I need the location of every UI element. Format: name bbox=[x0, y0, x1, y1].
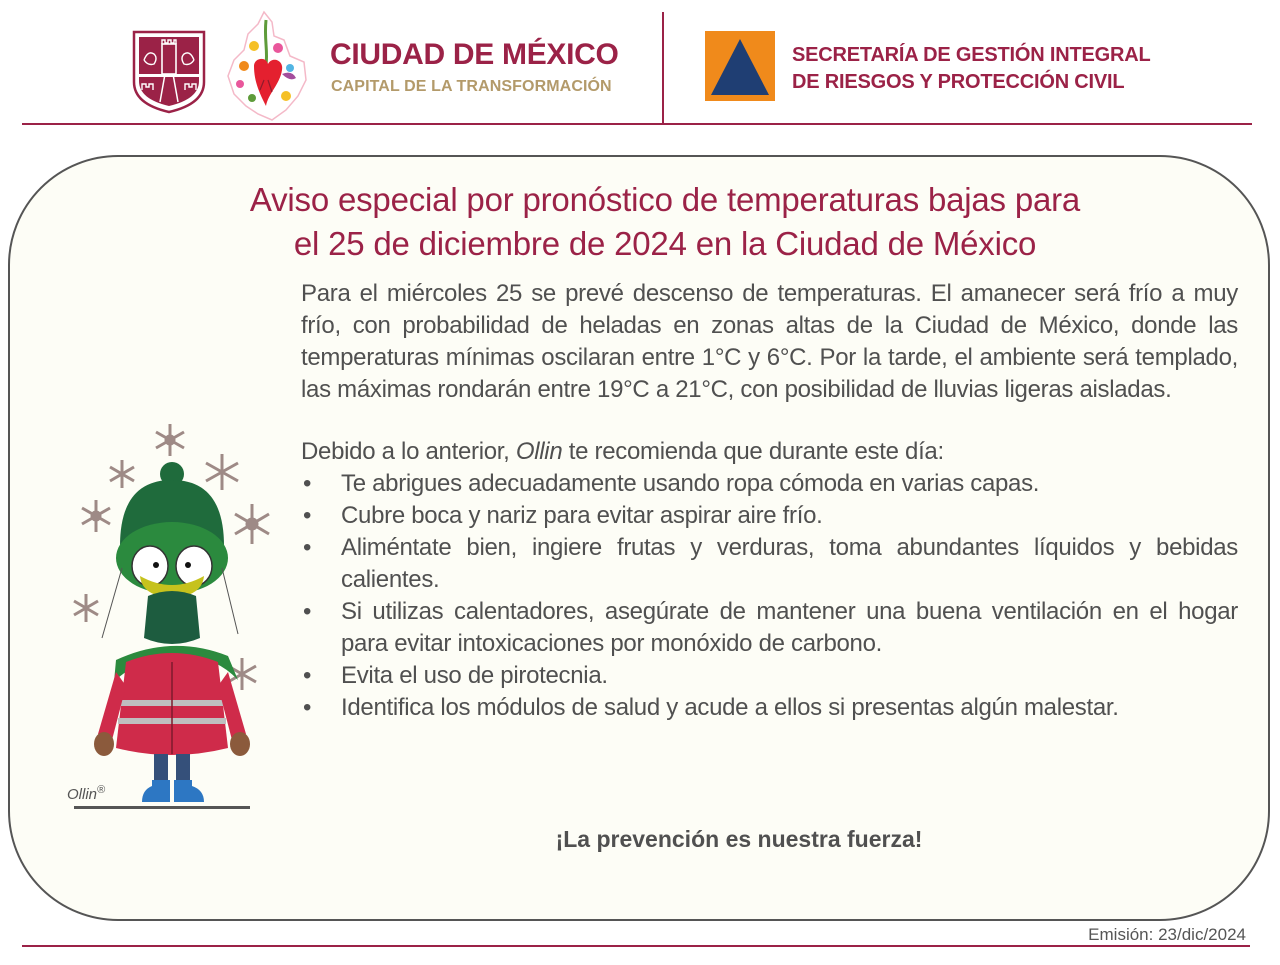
bullet-icon: • bbox=[303, 662, 312, 689]
notice-title-line-2: el 25 de diciembre de 2024 en la Ciudad de México bbox=[293, 225, 1037, 262]
recommendation-text: Aliméntate bien, ingiere frutas y verduras, toma abundantes líquidos y bebidas calientes. bbox=[341, 534, 1238, 593]
recommendation-item bbox=[301, 532, 1238, 596]
header-divider bbox=[662, 12, 664, 123]
recommendation-text: Evita el uso de pirotecnia. bbox=[341, 662, 608, 689]
bullet-icon: • bbox=[303, 534, 312, 561]
recommendation-item bbox=[301, 692, 1238, 724]
secretaria-line-2: DE RIESGOS Y PROTECCIÓN CIVIL bbox=[792, 71, 1125, 93]
notice-body bbox=[301, 278, 1238, 724]
emission-date: Emisión: 23/dic/2024 bbox=[1088, 925, 1246, 944]
recommendation-text: Cubre boca y nariz para evitar aspirar aire frío. bbox=[341, 502, 823, 529]
secretaria-title bbox=[792, 42, 1150, 96]
mascot-name-inline: Ollin bbox=[515, 438, 563, 465]
cdmx-map-heart-icon bbox=[224, 10, 310, 122]
header-rule bbox=[22, 123, 1252, 125]
bullet-icon: • bbox=[303, 502, 312, 529]
brand-subtitle: CAPITAL DE LA TRANSFORMACIÓN bbox=[331, 78, 612, 95]
secretaria-line-1: SECRETARÍA DE GESTIÓN INTEGRAL bbox=[792, 44, 1151, 66]
intro-text: Debido a lo anterior, bbox=[301, 438, 516, 465]
recommendation-text: Te abrigues adecuadamente usando ropa cómoda en varias capas. bbox=[341, 470, 1040, 497]
recommendation-list bbox=[301, 468, 1238, 724]
recommendation-text: Si utilizas calentadores, asegúrate de mantener una buena ventilación en el hogar para evitar intoxicaciones por monóxido de carbono. bbox=[341, 598, 1238, 657]
slogan: ¡La prevención es nuestra fuerza! bbox=[555, 826, 923, 852]
recommendation-item bbox=[301, 468, 1238, 500]
recommendation-item bbox=[301, 596, 1238, 660]
forecast-paragraph: Para el miércoles 25 se prevé descenso de temperaturas. El amanecer será frío a muy frío, con probabilidad de heladas en zonas altas de la Ciudad de México, donde las temperaturas mínimas oscilaran entre 1°C y 6°C. Por la tarde, el ambiente será templado, las máximas rondarán entre 19°C a 21°C, con posibilidad de lluvias ligeras aisladas. bbox=[301, 280, 1238, 403]
notice-title bbox=[130, 178, 1200, 266]
recommendation-item bbox=[301, 660, 1238, 692]
footer-rule bbox=[22, 945, 1250, 947]
bullet-icon: • bbox=[303, 470, 312, 497]
mascot-ground-line bbox=[74, 806, 250, 809]
ollin-mascot-illustration bbox=[62, 418, 282, 818]
mascot-name: Ollin bbox=[67, 786, 98, 803]
mascot-label bbox=[67, 784, 105, 803]
registered-mark: ® bbox=[97, 784, 106, 796]
recommendation-intro bbox=[301, 436, 1238, 468]
recommendation-text: Identifica los módulos de salud y acude a ellos si presentas algún malestar. bbox=[341, 694, 1119, 721]
notice-title-line-1: Aviso especial por pronóstico de temperaturas bajas para bbox=[249, 181, 1081, 218]
recommendation-item bbox=[301, 500, 1238, 532]
brand-title: CIUDAD DE MÉXICO bbox=[330, 38, 619, 71]
header bbox=[0, 0, 1280, 125]
bullet-icon: • bbox=[303, 694, 312, 721]
cdmx-shield-icon bbox=[132, 30, 206, 114]
bullet-icon: • bbox=[303, 598, 312, 625]
intro-text-end: te recomienda que durante este día: bbox=[562, 438, 944, 465]
proteccion-civil-triangle-icon bbox=[705, 31, 775, 101]
